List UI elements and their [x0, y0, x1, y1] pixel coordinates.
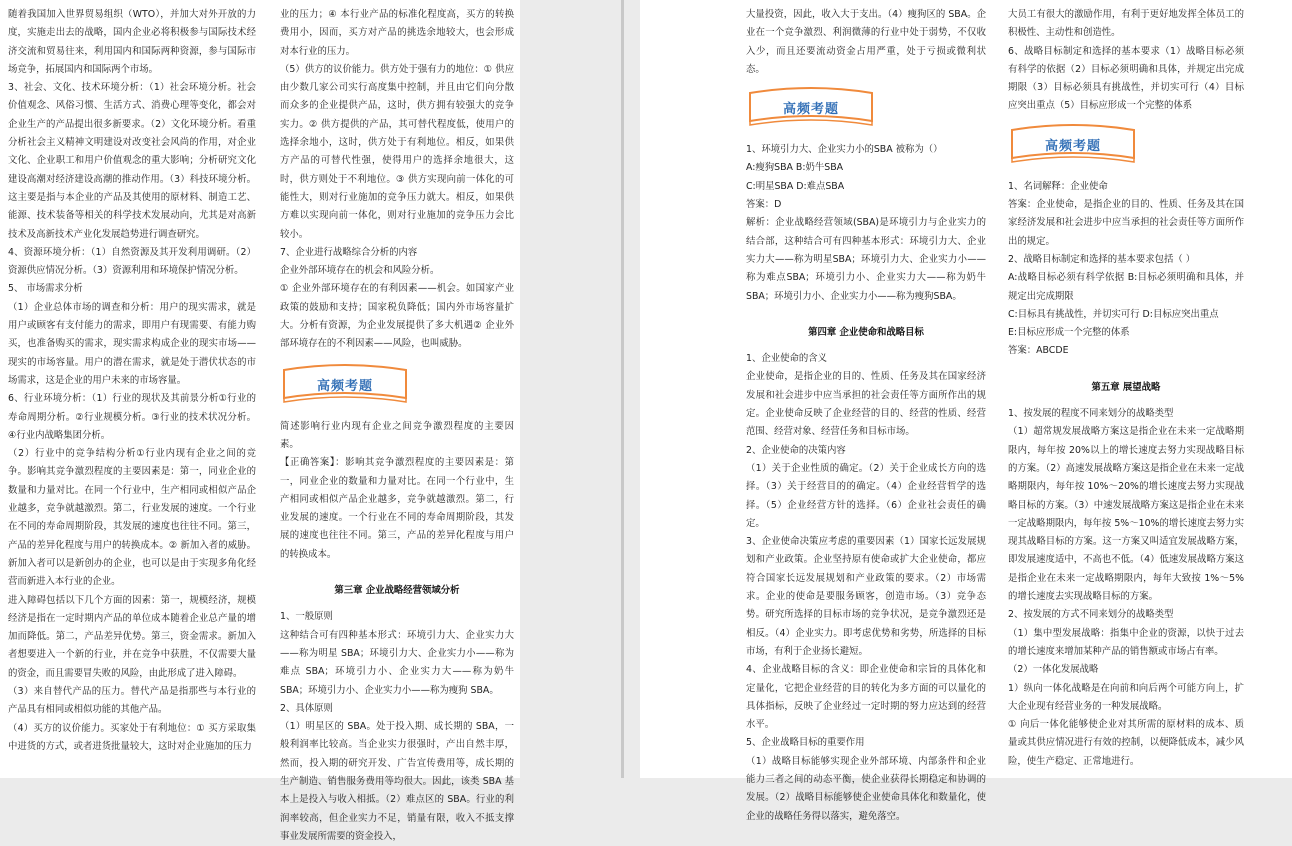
body-paragraph: 大员工有很大的激励作用，有利于更好地发挥全体员工的积极性、主动性和创造性。: [1008, 9, 1244, 39]
body-paragraph: 答案：D: [746, 199, 782, 211]
body-paragraph: 业的压力；④ 本行业产品的标准化程度高，买方的转换费用小，因而，买方对产品的挑选余地较大，也会形成对本行业的压力。: [280, 9, 514, 57]
body-paragraph: （1）企业总体市场的调查和分析：用户的现实需求，就是用户或顾客有支付能力的需求，即用户有现需要、有能力购买，也准备购买的需求，现实需求构成企业的现实市场——现实的市场容量。用户的潜在需求，就是处于潜伏状态的市场需求，这是企业的用户未来的市场容量。: [8, 301, 256, 386]
body-paragraph: 2、战略目标制定和选择的基本要求包括（ ）: [1008, 253, 1196, 265]
body-paragraph: 4、资源环境分析：（1）自然资源及其开发利用调研。（2）资源供应情况分析。（3）资源利用和环境保护情况分析。: [8, 246, 256, 277]
body-paragraph: （1）集中型发展战略：指集中企业的资源，以快于过去的增长速度来增加某种产品的销售额或市场占有率。: [1008, 627, 1244, 657]
body-paragraph: 1、按发展的程度不同来划分的战略类型: [1008, 408, 1174, 420]
pdf-page-right: [640, 0, 1292, 822]
body-paragraph: （5）供方的议价能力。供方处于强有力的地位：① 供应由少数几家公司实行高度集中控制，并且由它们向分散而众多的企业提供产品，这时，供方拥有较强大的竞争实力。② 供方提供的产品，其可替代程度低，使用户的选择余地小，这时，供方处于有利地位。相反，如果供方产品的可替代性强，使得用户的选择余地很大，这时，供方则处于不利地位。③ 供方实现向前一体化的可能性大，则对行业施加的竞争压力就大。相反，如果供方难以实现向前一体化，则对行业施加的竞争压力会比较小。: [280, 63, 514, 240]
body-paragraph: （3）来自替代产品的压力。替代产品是指那些与本行业的产品具有相同或相似功能的其他产品。: [8, 685, 256, 716]
body-paragraph: 6、战略目标制定和选择的基本要求（1）战略目标必须有科学的依据（2）目标必须明确和具体，并规定出完成期限（3）目标必须具有挑战性，并切实可行（4）目标应突出重点（5）目标应形成一个完整的体系: [1008, 45, 1244, 112]
body-paragraph: 6、行业环境分析：（1）行业的现状及其前景分析①行业的寿命周期分析。②行业规模分析。③行业的技术状况分析。④行业内战略集团分析。: [8, 393, 256, 441]
high-frequency-exam-banner: [746, 85, 876, 129]
banner-label: 高频考题: [316, 378, 373, 394]
body-paragraph: 1、名词解释：企业使命: [1008, 180, 1108, 192]
body-paragraph: 5、 市场需求分析: [8, 283, 83, 295]
chapter-heading: 第四章 企业使命和战略目标: [808, 326, 924, 338]
body-paragraph: A:战略目标必须有科学依据 B:目标必须明确和具体，并规定出完成期限: [1008, 272, 1244, 302]
body-paragraph: （2）行业中的竞争结构分析①行业内现有企业之间的竞争。影响其竞争激烈程度的主要因素是：第一，同业企业的数量和力量对比。在同一个行业中，生产相同或相似产品企业越多，竞争就越激烈。第二，行业发展的速度。一个行业在不同的寿命周期阶段，其发展的速度也往往不同。第三，产品的差异化程度与用户的转换成本。② 新加入者的威胁。新加入者可以是新创办的企业，也可以是由于实现多角化经营而新进入本行业的企业。: [8, 448, 256, 588]
body-paragraph: E:目标应形成一个完整的体系: [1008, 327, 1130, 339]
body-paragraph: 7、企业进行战略综合分析的内容: [280, 246, 418, 258]
body-paragraph: C:明星SBA D:难点SBA: [746, 180, 845, 192]
body-paragraph: （2）一体化发展战略: [1008, 664, 1099, 676]
vertical-scrollbar[interactable]: [621, 0, 624, 778]
body-paragraph: C:目标具有挑战性，并切实可行 D:目标应突出重点: [1008, 308, 1219, 320]
high-frequency-exam-banner: [1008, 122, 1138, 166]
body-paragraph: 3、企业使命决策应考虑的重要因素（1）国家长远发展规划和产业政策。企业坚持原有使命或扩大企业使命，都应符合国家长远发展规划和产业政策的要求。（2）市场需求。企业的使命是要服务顾客，创造市场。（3）竞争态势。研究所选择的目标市场的竞争状况，是竞争激烈还是相反。（4）企业实力。即考虑优势和劣势，所选择的目标市场，有利于企业扬长避短。: [746, 536, 986, 657]
text-column-4: [1008, 6, 1244, 771]
body-paragraph: 1、企业使命的含义: [746, 353, 827, 365]
body-paragraph: 这种结合可有四种基本形式：环境引力大、企业实力大——称为明星 SBA；环境引力大、企业实力小——称为难点 SBA；环境引力小、企业实力大——称为奶牛 SBA；环境引力小、企业实力小——称为瘦狗 SBA。: [280, 629, 514, 696]
body-paragraph: ① 向后一体化能够使企业对其所需的原材料的成本、质量或其供应情况进行有效的控制，以便降低成本，减少风险，使生产稳定、正常地进行。: [1008, 719, 1244, 767]
body-paragraph: 4、企业战略目标的含义：即企业使命和宗旨的具体化和定量化，它把企业经营的目的转化为多方面的可以量化的具体指标，反映了企业经过一定时期的努力应达到的经营水平。: [746, 664, 986, 731]
body-paragraph: 答案：企业使命，是指企业的目的、性质、任务及其在国家经济发展和社会进步中应当承担的社会责任等方面所作出的规定。: [1008, 199, 1244, 247]
body-paragraph: 大量投资，因此，收入大于支出。（4）瘦狗区的 SBA。企业在一个竞争激烈、利润微薄的行业中处于弱势，不仅收入少，而且还要流动资金占用严重，处于亏损或微利状态。: [746, 9, 986, 75]
body-paragraph: A:瘦狗SBA B:奶牛SBA: [746, 162, 844, 174]
body-paragraph: 【正确答案】：影响其竞争激烈程度的主要因素是：第一，同业企业的数量和力量对比。在同一个行业中，生产相同或相似产品企业越多，竞争就越激烈。第二，行业发展的速度。一个行业在不同的寿命周期阶段，其发展的速度也往往不同。第三，产品的差异化程度与用户的转换成本。: [280, 457, 514, 560]
body-paragraph: 2、按发展的方式不同来划分的战略类型: [1008, 609, 1174, 621]
body-paragraph: 1）纵向一体化战略是在向前和向后两个可能方向上，扩大企业现有经营业务的一种发展战略。: [1008, 682, 1244, 712]
body-paragraph: （1）关于企业性质的确定。（2）关于企业成长方向的选择。（3）关于经营目的的确定。（4）企业经营哲学的选择。（5）企业经营方针的选择。（6）企业社会责任的确定。: [746, 462, 986, 529]
banner-label: 高频考题: [1044, 138, 1101, 154]
high-frequency-exam-banner: [280, 362, 410, 406]
body-paragraph: 企业外部环境存在的机会和风险分析。: [280, 265, 440, 277]
chapter-heading: 第五章 展望战略: [1091, 381, 1161, 393]
body-paragraph: （1）明星区的 SBA。处于投入期、成长期的 SBA，一般利润率比较高。当企业实力很强时，产出自然丰厚，然而，投入期的研究开发、广告宣传费用等，成长期的生产制造、销售服务费用等均很大。因此，该类 SBA 基本上是投入与收入相抵。（2）难点区的 SBA。行业的利润率较高，但企业实力不足，销量有限，收入不抵支撑事业发展所需要的资金投入，: [280, 721, 514, 842]
body-paragraph: 进入障碍包括以下几个方面的因素：第一，规模经济，规模经济是指在一定时期内产品的单位成本随着企业总产量的增加而降低。第二，产品差异优势。第三，资金需求。新加入者想要进入一个新的行业，并在竞争中获胜，不仅需要大量的资金，而且需要冒失败的风险，由此形成了进入障碍。: [8, 594, 256, 679]
chapter-heading: 第三章 企业战略经营领域分析: [334, 585, 460, 597]
body-paragraph: （4）买方的议价能力。买家处于有利地位：① 买方采取集中进货的方式，或者进货批量较大，这时对企业施加的压力: [8, 722, 256, 752]
body-paragraph: 2、具体原则: [280, 702, 333, 714]
body-paragraph: 3、社会、文化、技术环境分析：（1）社会环境分析。社会价值观念、风俗习惯、生活方式、消费心理等变化，都会对企业生产的产品提出很多新要求。（2）文化环境分析。看重分析社会主义精神文明建设对改变社会风尚的作用，对企业文化、企业职工和用户价值观念的重大影响；分析研究文化建设高潮对经济建设高潮的推动作用。（3）科技环境分析。这主要是指与本企业的产品及其使用的原材料、制造工艺、能源、技术装备等相关的科学技术发展动向，尤其是对高新技术及高新技术产业化发展趋势进行调查研究。: [8, 82, 256, 240]
body-paragraph: 企业使命，是指企业的目的、性质、任务及其在国家经济发展和社会进步中应当承担的社会责任等方面所作出的规定。企业使命反映了企业经营的目的、经营的性质、经营范围、经营对象、经营任务和目标市场。: [746, 371, 986, 438]
body-paragraph: 解析：企业战略经营领域(SBA)是环境引力与企业实力的结合部，这种结合可有四种基本形式：环境引力大、企业实力大——称为明星SBA；环境引力大、企业实力小——称为难点SBA；环境引力小、企业实力大——称为奶牛SBA；环境引力小、企业实力小——称为瘦狗SBA。: [746, 217, 986, 302]
body-paragraph: （1）超常规发展战略方案这是指企业在未来一定战略期限内，每年按 20%以上的增长速度去努力实现战略目标的方案。（2）高速发展战略方案这是指企业在未来一定战略期限内，每年按 10%～20%的增长速度去努力实现战略目标的方案。（3）中速发展战略方案这是指企业在未来一定战略期限内，每年按 5%～10%的增长速度去努力实现其战略目标的方案。这一方案又叫适宜发展战略方案，即发展速度适中，不高也不低。（4）低速发展战略方案这是指企业在未来一定战略期限内，每年大致按 1%～5%的增长速度去实现战略目标的方案。: [1008, 426, 1244, 603]
body-paragraph: 简述影响行业内现有企业之间竞争激烈程度的主要因素。: [280, 420, 514, 450]
text-column-2: [280, 6, 514, 846]
body-paragraph: 随着我国加入世界贸易组织（WTO），并加大对外开放的力度，实施走出去的战略，国内企业必将积极参与国际技术经济交流和贸易往来，利用国内和国际两种资源，参与国际市场竞争，拓展国内和国际两个市场。: [8, 9, 256, 75]
body-paragraph: 答案：ABCDE: [1008, 345, 1069, 357]
body-paragraph: 5、企业战略目标的重要作用: [746, 737, 865, 749]
body-paragraph: 1、一般原则: [280, 611, 333, 623]
body-paragraph: ① 企业外部环境存在的有利因素——机会。如国家产业政策的鼓励和支持；国家税负降低；国内外市场容量扩大。分析有资源，为企业发展提供了多大机遇② 企业外部环境存在的不利因素——风险，也叫威胁。: [280, 283, 514, 350]
body-paragraph: （1）战略目标能够实现企业外部环境、内部条件和企业能力三者之间的动态平衡，使企业获得长期稳定和协调的发展。（2）战略目标能够使企业使命具体化和数量化，使企业的战略任务得以落实，避免落空。: [746, 755, 986, 822]
pdf-page-left: [0, 0, 520, 842]
text-column-1: [8, 6, 256, 756]
body-paragraph: 1、环境引力大、企业实力小的SBA 被称为（）: [746, 144, 943, 156]
body-paragraph: 2、企业使命的决策内容: [746, 444, 846, 456]
banner-label: 高频考题: [782, 102, 839, 118]
text-column-3: [746, 6, 986, 826]
